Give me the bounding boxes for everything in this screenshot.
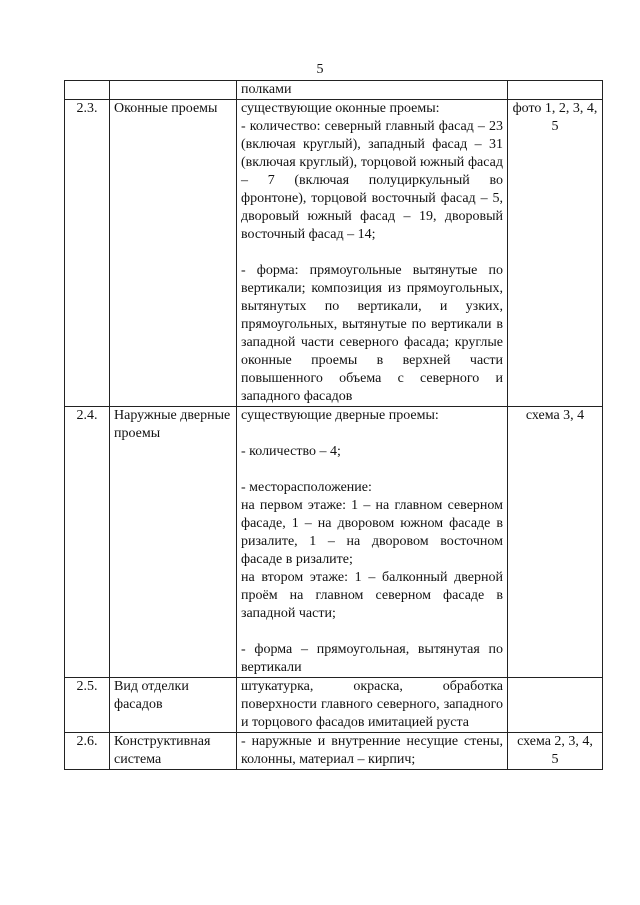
row-number-cell: 2.4. — [65, 407, 110, 678]
description-gap — [241, 623, 503, 641]
row-description-cell: полками — [237, 81, 508, 100]
description-line: на втором этаже: 1 – балконный дверной проём на главном северном фасаде в западной части; — [241, 570, 503, 621]
description-line: штукатурка, окраска, обработка поверхности главного северного, западного и торцового фасадов имитацией руста — [241, 679, 503, 730]
description-line: - наружные и внутренние несущие стены, колонны, материал – кирпич; — [241, 734, 503, 767]
description-line: существующие оконные проемы: — [241, 101, 440, 116]
row-reference-cell: схема 3, 4 — [508, 407, 603, 678]
row-reference-cell: схема 2, 3, 4, 5 — [508, 733, 603, 770]
table-row — [65, 100, 603, 407]
description-line: существующие дверные проемы: — [241, 408, 439, 423]
page-number: 5 — [316, 62, 324, 77]
row-reference-cell: фото 1, 2, 3, 4, 5 — [508, 100, 603, 407]
row-name-cell: Наружные дверные проемы — [110, 407, 237, 678]
row-name-cell: Конструктивная система — [110, 733, 237, 770]
row-reference-cell — [508, 81, 603, 100]
row-name-cell: Оконные проемы — [110, 100, 237, 407]
description-line: - месторасположение: — [241, 480, 372, 495]
description-line: - количество – 4; — [241, 444, 341, 459]
row-reference-cell — [508, 678, 603, 733]
row-name-cell: Вид отделки фасадов — [110, 678, 237, 733]
description-gap — [241, 461, 503, 479]
table-row — [65, 733, 603, 770]
row-description-cell — [237, 733, 508, 770]
row-number-cell: 2.6. — [65, 733, 110, 770]
row-number-cell: 2.3. — [65, 100, 110, 407]
row-description-cell — [237, 678, 508, 733]
table-row — [65, 81, 603, 100]
row-number-cell — [65, 81, 110, 100]
description-line: на первом этаже: 1 – на главном северном фасаде, 1 – на дворовом южном фасаде в ризалите, 1 – на дворовом восточном фасаде в ризалите; — [241, 498, 503, 567]
description-line: - количество: северный главный фасад – 23 (включая круглый), западный фасад – 31 (включая круглый), торцовой южный фасад – 7 (включая полуциркульный во фронтоне), торцовой восточный фасад – 5, дворовый южный фасад – 19, дворовый восточный фасад – 14; — [241, 119, 503, 242]
row-description-cell — [237, 407, 508, 678]
table-row — [65, 678, 603, 733]
row-description-cell — [237, 100, 508, 407]
description-gap — [241, 425, 503, 443]
table-row — [65, 407, 603, 678]
requirements-table — [64, 80, 603, 770]
description-line: - форма: прямоугольные вытянутые по вертикали; композиция из прямоугольных, вытянутых по вертикали, и узких, прямоугольных, вытянутые по вертикали в западной части северного фасада; круглые оконные проемы в верхней части повышенного объема с северного и западного фасадов — [241, 263, 503, 404]
row-number-cell: 2.5. — [65, 678, 110, 733]
description-line: - форма – прямоугольная, вытянутая по вертикали — [241, 642, 503, 675]
row-name-cell — [110, 81, 237, 100]
description-gap — [241, 244, 503, 262]
